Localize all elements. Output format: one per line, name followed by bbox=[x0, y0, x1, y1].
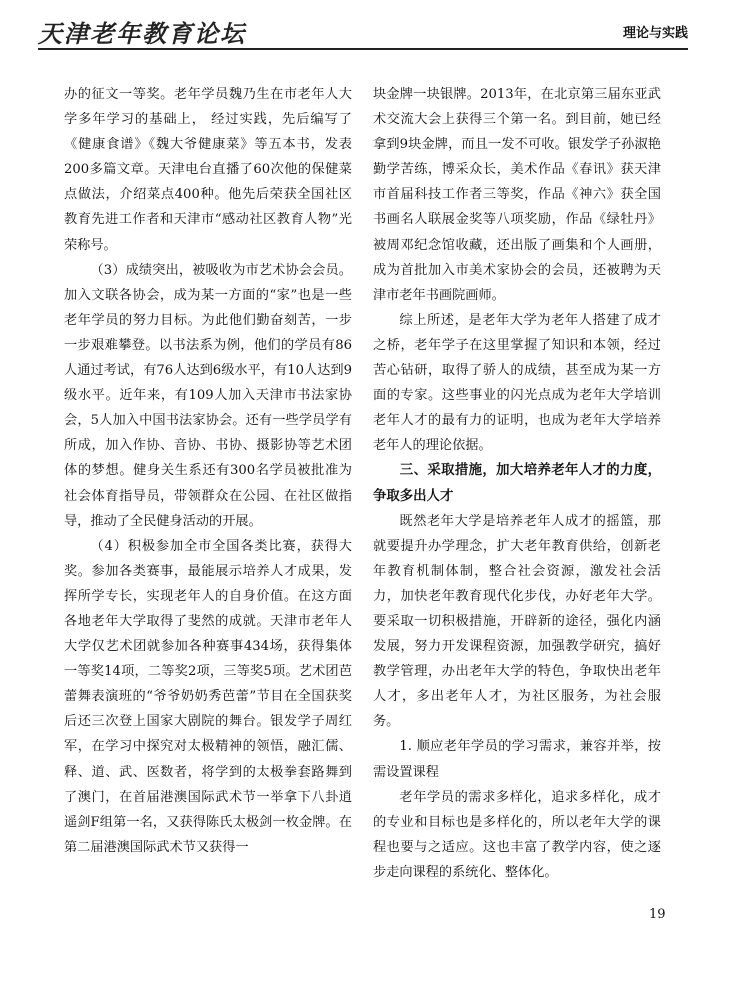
section-heading: 三、采取措施，加大培养老年人才的力度，争取多出人才 bbox=[373, 463, 661, 504]
paragraph: 综上所述，是老年大学为老年人搭建了成才之桥，老年学子在这里掌握了知识和本领，经过苦心钻研，取得了骄人的成绩，甚至成为某一方面的专家。这些事业的闪光点成为老年大学培训老年人才的最有力的证明，也成为老年大学培养老年人的理论依据。 bbox=[373, 312, 661, 454]
right-column bbox=[373, 82, 661, 885]
page-number: 19 bbox=[649, 907, 666, 922]
paragraph: 既然老年大学是培养老年人成才的摇篮，那就要提升办学理念，扩大老年教育供给，创新老年教育机制体制，整合社会资源，激发社会活力，加快老年教育现代化步伐，办好老年大学。要采取一切积极措施，开辟新的途径，强化内涵发展，努力开发课程资源，加强教学研究，搞好教学管理，办出老年大学的特色，争取快出老年人才，多出老年人才，为社区服务，为社会服务。 bbox=[373, 513, 661, 730]
left-column bbox=[64, 82, 352, 860]
journal-title: 天津老年教育论坛 bbox=[38, 19, 246, 48]
paragraph: 块金牌一块银牌。2013年，在北京第三届东亚武术交流大会上获得三个第一名。到目前，她已经拿到9块金牌，而且一发不可收。银发学子孙淑艳勤学苦练，博采众长，美术作品《春讯》获天津市首届科技工作者三等奖，作品《神六》获全国书画名人联展金奖等八项奖励，作品《绿牡丹》被周邓纪念馆收藏，还出版了画集和个人画册，成为首批加入市美术家协会的会员，还被聘为天津市老年书画院画师。 bbox=[373, 87, 661, 303]
paragraph: 老年学员的需求多样化，追求多样化，成才的专业和目标也是多样化的，所以老年大学的课程也要与之适应。这也丰富了教学内容，使之逐步走向课程的系统化、整体化。 bbox=[373, 789, 661, 880]
paragraph: （3）成绩突出，被吸收为市艺术协会会员。加入文联各协会，成为某一方面的“家”也是一些老年学员的努力目标。为此他们勤奋刻苦，一步一步艰难攀登。以书法系为例，他们的学员有86人通过考试，有76人达到6级水平，有10人达到9级水平。近年来，有109人加入天津市书法家协会，5人加入中国书法家协会。还有一些学员学有所成，加入作协、音协、书协、摄影协等艺术团体的梦想。健身关生系还有300名学员被批准为社会体育指导员，带领群众在公园、在社区做指导，推动了全民健身活动的开展。 bbox=[64, 262, 352, 529]
subsection-heading: 1. 顺应老年学员的学习需求，兼容并举，按需设置课程 bbox=[373, 739, 661, 780]
paragraph: 办的征文一等奖。老年学员魏乃生在市老年人大学多年学习的基础上， 经过实践，先后编写了《健康食谱》《魏大爷健康菜》等五本书，发表200多篇文章。天津电台直播了60次他的保健菜点做法，介绍菜点400种。他先后荣获全国社区教育先进工作者和天津市“感动社区教育人物”光荣称号。 bbox=[64, 87, 352, 253]
page-header bbox=[38, 10, 688, 56]
section-label: 理论与实践 bbox=[622, 26, 688, 41]
header-rule bbox=[38, 48, 688, 50]
paragraph: （4）积极参加全市全国各类比赛，获得大奖。参加各类赛事，最能展示培养人才成果，发挥所学专长，实现老年人的自身价值。在这方面各地老年大学取得了斐然的成就。天津市老年人大学仅艺术团就参加各种赛事434场，获得集体一等奖14项，二等奖2项，三等奖5项。艺术团芭蕾舞表演班的“爷爷奶奶秀芭蕾”节目在全国获奖后还三次登上国家大剧院的舞台。银发学子周红军，在学习中探究对太极精神的领悟，融汇儒、释、道、武、医数者，将学到的太极拳套路舞到了澳门，在首届港澳国际武术节一举拿下八卦逍遥剑F组第一名，又获得陈氏太极剑一枚金牌。在第二届港澳国际武术节又获得一 bbox=[64, 538, 352, 855]
